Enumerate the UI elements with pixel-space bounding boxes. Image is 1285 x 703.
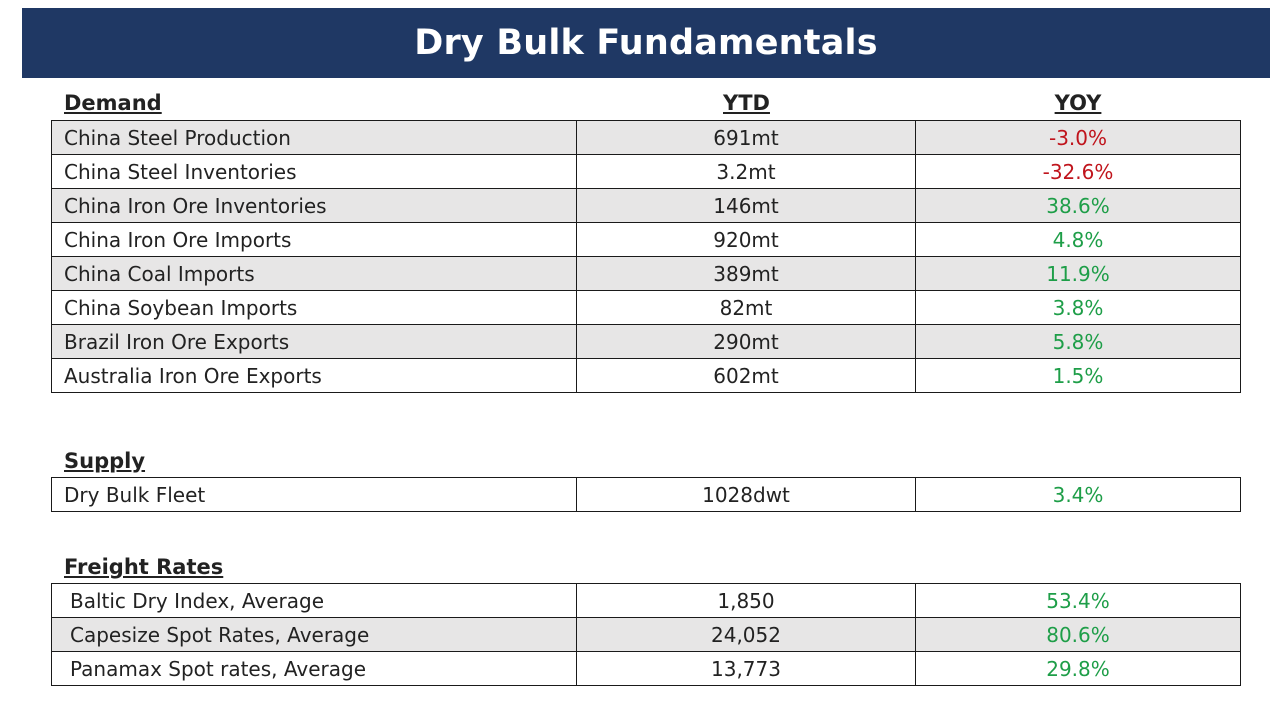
- table-row: [52, 257, 1241, 291]
- ytd-value: 1,850: [577, 584, 916, 618]
- row-label: China Steel Inventories: [52, 155, 577, 189]
- yoy-value: 80.6%: [916, 618, 1241, 652]
- row-label: Dry Bulk Fleet: [52, 478, 577, 512]
- ytd-value: 602mt: [577, 359, 916, 393]
- ytd-column-header: YTD: [723, 91, 770, 115]
- yoy-value: -32.6%: [916, 155, 1241, 189]
- ytd-value: 82mt: [577, 291, 916, 325]
- yoy-column-header: YOY: [1054, 91, 1102, 115]
- table-row: [52, 121, 1241, 155]
- supply-header: Supply: [64, 449, 146, 473]
- ytd-value: 13,773: [577, 652, 916, 686]
- yoy-value: 11.9%: [916, 257, 1241, 291]
- page-title: Dry Bulk Fundamentals: [414, 23, 878, 63]
- table-row: [52, 291, 1241, 325]
- row-label: China Steel Production: [52, 121, 577, 155]
- table-row: [52, 325, 1241, 359]
- demand-table: [51, 120, 1241, 393]
- table-row: [52, 223, 1241, 257]
- yoy-value: 29.8%: [916, 652, 1241, 686]
- row-label: Capesize Spot Rates, Average: [52, 618, 577, 652]
- demand-header: Demand: [64, 91, 162, 115]
- row-label: China Iron Ore Inventories: [52, 189, 577, 223]
- row-label: China Iron Ore Imports: [52, 223, 577, 257]
- table-row: [52, 478, 1241, 512]
- row-label: China Soybean Imports: [52, 291, 577, 325]
- yoy-value: 1.5%: [916, 359, 1241, 393]
- ytd-value: 389mt: [577, 257, 916, 291]
- ytd-value: 146mt: [577, 189, 916, 223]
- yoy-value: 5.8%: [916, 325, 1241, 359]
- ytd-value: 3.2mt: [577, 155, 916, 189]
- yoy-value: -3.0%: [916, 121, 1241, 155]
- ytd-value: 1028dwt: [577, 478, 916, 512]
- yoy-value: 3.8%: [916, 291, 1241, 325]
- table-row: [52, 618, 1241, 652]
- ytd-value: 691mt: [577, 121, 916, 155]
- table-row: [52, 359, 1241, 393]
- ytd-value: 290mt: [577, 325, 916, 359]
- ytd-value: 24,052: [577, 618, 916, 652]
- yoy-value: 4.8%: [916, 223, 1241, 257]
- row-label: Australia Iron Ore Exports: [52, 359, 577, 393]
- table-row: [52, 155, 1241, 189]
- table-row: [52, 584, 1241, 618]
- freight-rates-table: [51, 583, 1241, 686]
- yoy-value: 53.4%: [916, 584, 1241, 618]
- supply-table: [51, 477, 1241, 512]
- yoy-value: 3.4%: [916, 478, 1241, 512]
- yoy-value: 38.6%: [916, 189, 1241, 223]
- table-row: [52, 189, 1241, 223]
- row-label: Baltic Dry Index, Average: [52, 584, 577, 618]
- row-label: Brazil Iron Ore Exports: [52, 325, 577, 359]
- table-row: [52, 652, 1241, 686]
- freight-rates-header: Freight Rates: [64, 555, 224, 579]
- row-label: China Coal Imports: [52, 257, 577, 291]
- row-label: Panamax Spot rates, Average: [52, 652, 577, 686]
- title-banner: [22, 8, 1270, 78]
- ytd-value: 920mt: [577, 223, 916, 257]
